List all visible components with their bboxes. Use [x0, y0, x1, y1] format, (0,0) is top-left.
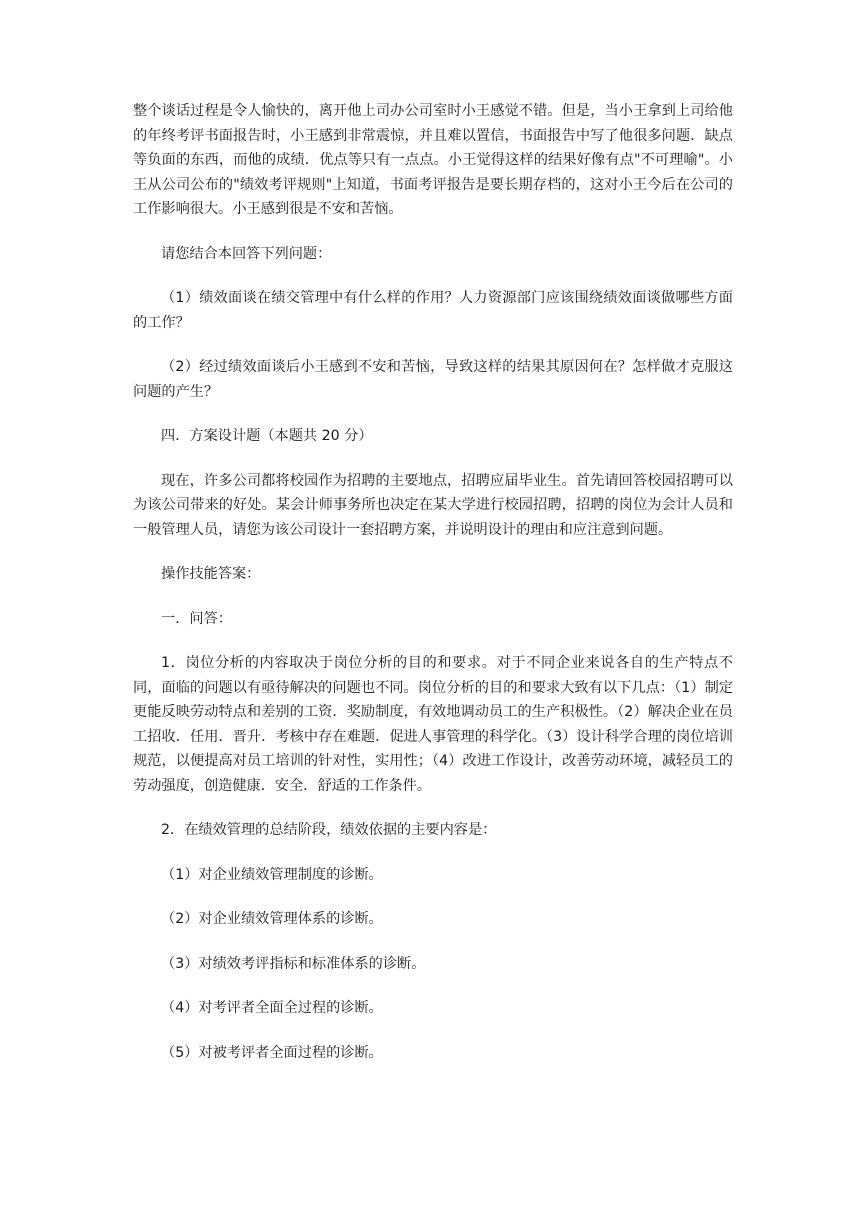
answer-2-item-1: （1）对企业绩效管理制度的诊断。: [161, 866, 383, 883]
section-heading-design: 四．方案设计题（本题共 20 分）: [161, 428, 373, 444]
answer-2-item-5: （5）对被考评者全面过程的诊断。: [161, 1044, 383, 1061]
design-question-paragraph: 现在，许多公司都将校园作为招聘的主要地点，招聘应届毕业生。首先请回答校园招聘可以为该公司带来的好处。某会计师事务所也决定在某大学进行校园招聘，招聘的岗位为会计人员和一般管理人员，请您为该公司设计一套招聘方案，并说明设计的理由和应注意到问题。: [133, 472, 733, 538]
answer-1: 1．岗位分析的内容取决于岗位分析的目的和要求。对于不同企业来说各自的生产特点不同，面临的问题以有亟待解决的问题也不同。岗位分析的目的和要求大致有以下几点：（1）制定更能反映劳动特点和差别的工资．奖励制度，有效地调动员工的生产积极性。（2）解决企业在员工招收．任用．晋升．考核中存在难题．促进人事管理的科学化。（3）设计科学合理的岗位培训规范，以便提高对员工培训的针对性，实用性；（4）改进工作设计，改善劳动环境，减轻员工的劳动强度，创造健康．安全．舒适的工作条件。: [133, 655, 733, 794]
question-prompt: 请您结合本回答下列问题：: [161, 245, 332, 262]
answer-2-item-3: （3）对绩效考评指标和标准体系的诊断。: [161, 955, 426, 972]
answer-2-intro: 2．在绩效管理的总结阶段，绩效依据的主要内容是：: [161, 822, 497, 838]
question-1: （1）绩效面谈在绩交管理中有什么样的作用？人力资源部门应该围绕绩效面谈做哪些方面的工作？: [133, 290, 733, 331]
answers-subheading-qa: 一．问答：: [161, 610, 232, 627]
question-2: （2）经过绩效面谈后小王感到不安和苦恼，导致这样的结果其原因何在？怎样做才克服这问题的产生？: [133, 359, 733, 400]
document-page: [133, 99, 733, 1085]
answer-2-item-2: （2）对企业绩效管理体系的诊断。: [161, 911, 383, 927]
case-paragraph: 整个谈话过程是令人愉快的，离开他上司办公司室时小王感觉不错。但是，当小王拿到上司给他的年终考评书面报告时，小王感到非常震惊，并且难以置信，书面报告中写了他很多问题．缺点等负面的东西，而他的成绩．优点等只有一点点。小王觉得这样的结果好像有点"不可理喻"。小王从公司公布的"绩效考评规则"上知道，书面考评报告是要长期存档的，这对小王今后在公司的工作影响很大。小王感到很是不安和苦恼。: [133, 103, 733, 217]
answer-2-item-4: （4）对考评者全面全过程的诊断。: [161, 1000, 383, 1016]
answers-heading: 操作技能答案：: [161, 566, 261, 582]
